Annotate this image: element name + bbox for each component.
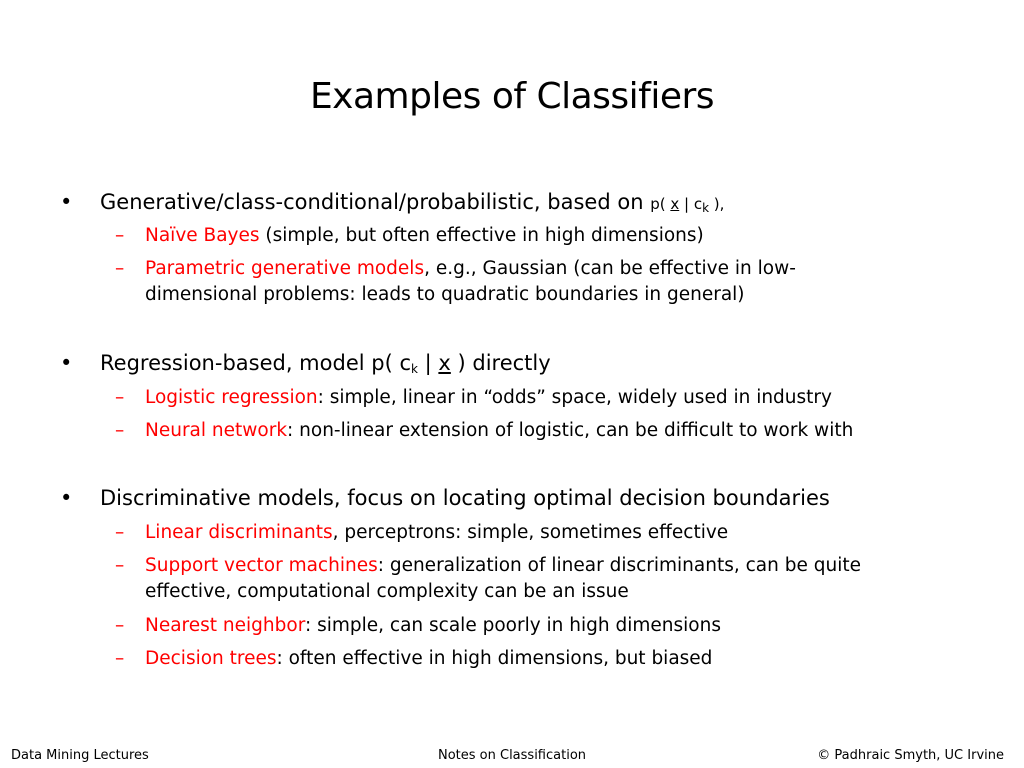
sub-highlight: Neural network bbox=[145, 420, 288, 441]
sub-marker: – bbox=[115, 420, 125, 441]
sub-highlight: Naïve Bayes bbox=[145, 225, 260, 246]
sub-text bbox=[145, 613, 945, 639]
slide-title: Examples of Classifiers bbox=[309, 76, 715, 117]
sub-rest: : generalization of linear discriminants, can be quite effective, computational complexity can be an issue bbox=[145, 555, 861, 602]
sub-highlight: Nearest neighbor bbox=[145, 615, 305, 636]
sub-marker: – bbox=[115, 387, 125, 408]
formula bbox=[650, 195, 724, 213]
footer-right: © Padhraic Smyth, UC Irvine bbox=[817, 748, 1004, 763]
sub-rest: , perceptrons: simple, sometimes effective bbox=[332, 522, 729, 543]
formula-x: x bbox=[670, 195, 680, 213]
formula-subscript-k: k bbox=[702, 201, 710, 215]
formula-mid: | bbox=[417, 351, 439, 375]
bullet-text: Discriminative models, focus on locating optimal decision boundaries bbox=[100, 486, 830, 510]
formula-x: x bbox=[438, 351, 451, 375]
footer-left: Data Mining Lectures bbox=[11, 748, 149, 763]
sub-text bbox=[145, 256, 865, 308]
bullet-text-prefix: Regression-based, model p( c bbox=[100, 351, 411, 375]
formula-close: ) directly bbox=[450, 351, 551, 375]
footer-center: Notes on Classification bbox=[437, 748, 587, 763]
formula-subscript-k: k bbox=[411, 362, 418, 376]
sub-text bbox=[145, 418, 945, 444]
sub-marker: – bbox=[115, 522, 125, 543]
sub-rest: : often effective in high dimensions, but biased bbox=[276, 648, 713, 669]
formula-bar-c: | c bbox=[679, 195, 703, 213]
sub-highlight: Linear discriminants bbox=[145, 522, 333, 543]
bullet-text bbox=[100, 188, 724, 218]
sub-text bbox=[145, 520, 945, 546]
sub-text bbox=[145, 646, 945, 672]
sub-marker: – bbox=[115, 225, 125, 246]
sub-rest: , e.g., Gaussian (can be effective in low-dimensional problems: leads to quadratic boundaries in general) bbox=[145, 258, 796, 305]
sub-highlight: Logistic regression bbox=[145, 387, 318, 408]
sub-highlight: Support vector machines bbox=[145, 555, 378, 576]
bullet-text bbox=[100, 349, 551, 377]
sub-text bbox=[145, 553, 925, 605]
sub-rest: : non-linear extension of logistic, can be difficult to work with bbox=[287, 420, 854, 441]
formula-p-open: p( bbox=[650, 195, 671, 213]
bullet-marker: • bbox=[60, 190, 73, 214]
sub-marker: – bbox=[115, 615, 125, 636]
sub-text bbox=[145, 385, 945, 411]
sub-highlight: Parametric generative models bbox=[145, 258, 425, 279]
bullet-marker: • bbox=[60, 351, 73, 375]
sub-rest: (simple, but often effective in high dimensions) bbox=[259, 225, 704, 246]
sub-text bbox=[145, 223, 945, 249]
sub-rest: : simple, linear in “odds” space, widely used in industry bbox=[317, 387, 832, 408]
sub-rest: : simple, can scale poorly in high dimensions bbox=[304, 615, 721, 636]
formula-close: ), bbox=[709, 195, 725, 213]
sub-marker: – bbox=[115, 258, 125, 279]
sub-highlight: Decision trees bbox=[145, 648, 277, 669]
sub-marker: – bbox=[115, 648, 125, 669]
bullet-text-prefix: Generative/class-conditional/probabilistic, based on bbox=[100, 190, 651, 214]
bullet-marker: • bbox=[60, 486, 73, 510]
sub-marker: – bbox=[115, 555, 125, 576]
